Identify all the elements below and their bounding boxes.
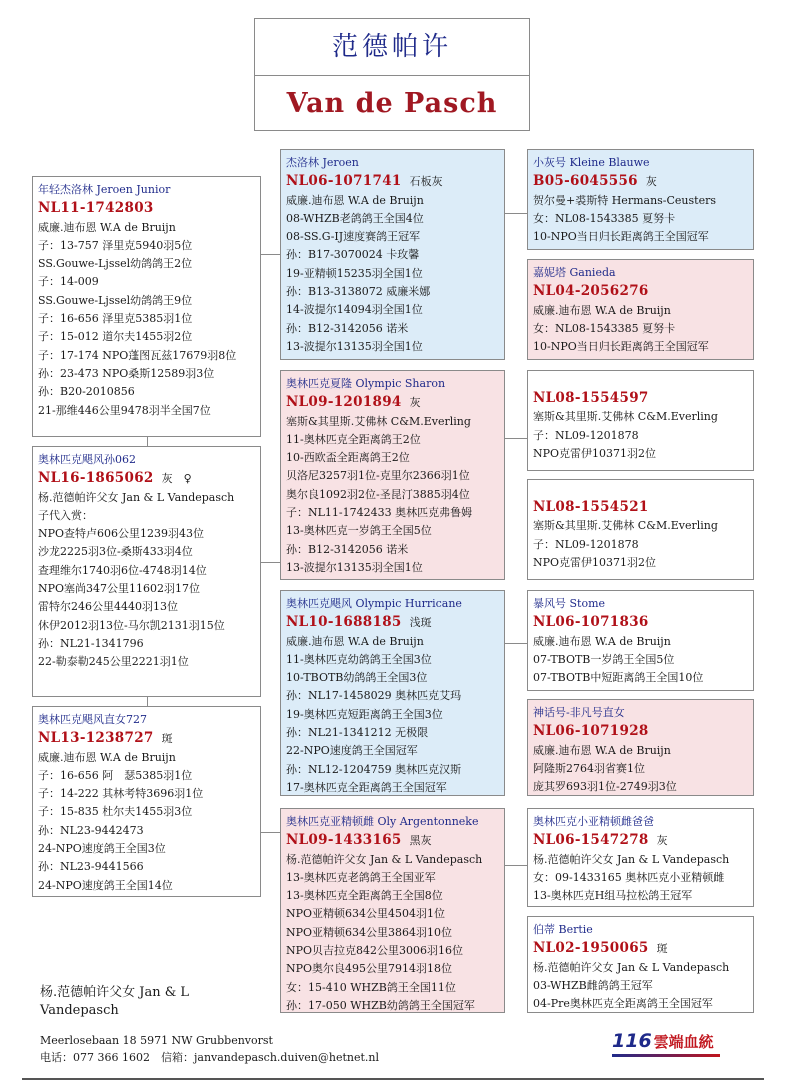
- pigeon-name: 小灰号 Kleine Blauwe: [533, 156, 650, 169]
- info-line: 10-NPO当日归长距离鸽王全国冠军: [533, 340, 709, 354]
- info-line: 孙：NL23-9442473: [38, 823, 144, 837]
- contact-block: [40, 1032, 379, 1066]
- connector-line: [260, 832, 280, 833]
- pigeon-name: 年轻杰洛林 Jeroen Junior: [38, 183, 171, 196]
- plumage-color: 浅斑: [409, 616, 432, 630]
- connector-line: [147, 437, 148, 446]
- ring-number: NL10-1688185: [286, 614, 402, 631]
- info-line: 子：16-656 泽里克5385羽1位: [38, 312, 193, 326]
- info-line: 孙：B20-2010856: [38, 385, 135, 399]
- info-line: 子：17-174 NPO蓬图瓦兹17679羽8位: [38, 348, 237, 362]
- phone-email: 电话：077 366 1602 信箱：janvandepasch.duiven@hetnet.nl: [40, 1051, 380, 1064]
- logo: [612, 1030, 714, 1054]
- pigeon-card-stome: [527, 590, 754, 691]
- plumage-color: 斑: [161, 732, 173, 746]
- plumage-color: 灰: [409, 396, 421, 410]
- info-line: 10-西欧盃全距离鸽王2位: [286, 451, 410, 465]
- info-line: 04-Pre奥林匹克全距离鸽王全国冠军: [533, 997, 713, 1011]
- info-line: 阿隆斯2764羽省赛1位: [533, 761, 645, 775]
- info-line: SS.Gouwe-Ljssel幼鸽鸽王2位: [38, 257, 193, 271]
- info-line: 子：NL09-1201878: [533, 428, 639, 442]
- pigeon-name: 神话号-非凡号直女: [533, 706, 625, 719]
- info-line: 孙：NL17-1458029 奥林匹克艾玛: [286, 689, 462, 703]
- connector-line: [260, 254, 280, 255]
- info-line: NPO查特卢606公里1239羽43位: [38, 527, 205, 541]
- info-line: 威廉.迪布恩 W.A de Bruijn: [38, 750, 176, 764]
- info-line: 22-勒泰勒245公里2221羽1位: [38, 655, 189, 669]
- ring-number: NL08-1554521: [533, 499, 649, 515]
- info-line: NPO亚精顿634公里3864羽10位: [286, 925, 453, 939]
- ring-number: NL13-1238727: [38, 730, 154, 747]
- info-line: 杨.范德帕许父女 Jan & L Vandepasch: [533, 960, 730, 974]
- info-line: 24-NPO速度鸽王全国14位: [38, 878, 173, 892]
- ring-number: B05-6045556: [533, 173, 638, 190]
- info-line: 子：16-656 阿 瑟5385羽1位: [38, 768, 193, 782]
- info-line: 威廉.迪布恩 W.A de Bruijn: [533, 634, 671, 648]
- info-line: 女：09-1433165 奥林匹克小亚精顿雌: [533, 870, 725, 884]
- pigeon-name: 伯蒂 Bertie: [533, 923, 593, 936]
- info-line: 女：NL08-1543385 夏努卡: [533, 321, 676, 335]
- info-line: 13-奥林匹克一岁鸽王全国5位: [286, 524, 432, 538]
- info-line: 塞斯&其里斯.艾佛林 C&M.Everling: [533, 519, 718, 533]
- pigeon-card-mate-062: [32, 446, 261, 697]
- info-line: SS.Gouwe-Ljssel幼鸽鸽王9位: [38, 293, 193, 307]
- info-line: 08-SS.G-IJ速度赛鸽王冠军: [286, 230, 421, 244]
- info-line: 杨.范德帕许父女 Jan & L Vandepasch: [533, 852, 730, 866]
- pigeon-card-mate-727: [32, 706, 261, 897]
- pigeon-name: 奥林匹克亚精顿雌 Oly Argentonneke: [286, 815, 479, 828]
- info-line: 子：13-757 泽里克5940羽5位: [38, 238, 193, 252]
- info-line: 13-波提尔13135羽全国1位: [286, 560, 423, 574]
- info-line: 08-WHZB老鸽鸽王全国4位: [286, 211, 424, 225]
- pigeon-card-dam-dam: [280, 808, 505, 1013]
- address: Meerlosebaan 18 5971 NW Grubbenvorst: [40, 1034, 273, 1047]
- plumage-color: 灰: [656, 834, 668, 848]
- info-line: 孙：B13-3138072 威廉米娜: [286, 285, 431, 299]
- info-line: 庞其罗693羽1位-2749羽3位: [533, 780, 677, 794]
- ring-number: NL06-1547278: [533, 832, 649, 849]
- info-line: 21-那维446公里9478羽半全国7位: [38, 403, 211, 417]
- bottom-rule: [22, 1078, 764, 1080]
- loft-name-chinese: 范德帕许: [255, 19, 529, 76]
- info-line: 贺尔曼+裘斯特 Hermans-Ceusters: [533, 193, 716, 207]
- info-line: 奥尔良1092羽2位-圣昆汀3885羽4位: [286, 487, 470, 501]
- info-line: 威廉.迪布恩 W.A de Bruijn: [286, 634, 424, 648]
- pigeon-card-myth-daughter: [527, 699, 754, 796]
- loft-name-english: Van de Pasch: [286, 88, 498, 119]
- info-line: 19-亚精顿15235羽全国1位: [286, 266, 423, 280]
- info-line: 子：15-835 杜尔夫1455羽3位: [38, 805, 193, 819]
- info-line: 孙：NL21-1341796: [38, 636, 144, 650]
- pigeon-card-sire-dam: [280, 370, 505, 580]
- info-line: 13-波提尔13135羽全国1位: [286, 339, 423, 353]
- info-line: 子：NL09-1201878: [533, 537, 639, 551]
- info-line: 杨.范德帕许父女 Jan & L Vandepasch: [286, 852, 483, 866]
- info-line: 22-NPO速度鸽王全国冠军: [286, 744, 418, 758]
- info-line: 贝洛尼3257羽1位-克里尔2366羽1位: [286, 469, 470, 483]
- pigeon-card-kleine-blauwe: [527, 149, 754, 250]
- info-line: NPO贝吉拉克842公里3006羽16位: [286, 944, 464, 958]
- info-line: 子：NL11-1742433 奥林匹克弗鲁姆: [286, 506, 473, 520]
- connector-line: [504, 213, 528, 214]
- info-line: 子：15-012 道尔夫1455羽2位: [38, 330, 193, 344]
- ring-number: NL06-1071741: [286, 173, 402, 190]
- owner-name: 杨.范德帕许父女 Jan & L Vandepasch: [40, 985, 190, 1018]
- info-line: NPO塞尚347公里11602羽17位: [38, 582, 201, 596]
- pigeon-name: 奥林匹克飓风 Olympic Hurricane: [286, 597, 462, 610]
- info-line: 03-WHZB雌鸽鸽王冠军: [533, 978, 653, 992]
- info-line: 休伊2012羽13位-马尔凯2131羽15位: [38, 618, 225, 632]
- info-line: 沙龙2225羽3位-桑斯433羽4位: [38, 545, 193, 559]
- info-line: 07-TBOTB一岁鸽王全国5位: [533, 652, 675, 666]
- connector-line: [260, 562, 280, 563]
- ring-number: NL04-2056276: [533, 283, 649, 300]
- info-line: 19-奥林匹克短距离鸽王全国3位: [286, 707, 443, 721]
- logo-text: 雲端血統: [653, 1033, 714, 1051]
- info-line: 女：NL08-1543385 夏努卡: [533, 211, 676, 225]
- ring-number: NL09-1433165: [286, 832, 402, 849]
- pigeon-name: 奥林匹克飓风直女727: [38, 713, 147, 726]
- connector-line: [504, 438, 528, 439]
- info-line: 孙：NL21-1341212 无极限: [286, 726, 429, 740]
- info-line: 11-奥林匹克幼鸽鸽王全国3位: [286, 652, 432, 666]
- plumage-color: 灰 ♀: [161, 472, 192, 486]
- info-line: 女：15-410 WHZB鸽王全国11位: [286, 980, 456, 994]
- info-line: 10-NPO当日归长距离鸽王全国冠军: [533, 230, 709, 244]
- pigeon-name: 奥林匹克飓风孙062: [38, 453, 136, 466]
- info-line: 07-TBOTB中短距离鸽王全国10位: [533, 671, 704, 685]
- pigeon-card-subject: [32, 176, 261, 437]
- ring-number: NL09-1201894: [286, 394, 402, 411]
- info-line: 10-TBOTB幼鸽鸽王全国3位: [286, 671, 428, 685]
- info-line: 威廉.迪布恩 W.A de Bruijn: [533, 743, 671, 757]
- info-line: 13-奥林匹克老鸽鸽王全国亚军: [286, 870, 436, 884]
- pigeon-card-nl08-1554521: [527, 479, 754, 580]
- pigeon-name: 奥林匹克夏隆 Olympic Sharon: [286, 377, 446, 390]
- info-line: 威廉.迪布恩 W.A de Bruijn: [533, 303, 671, 317]
- info-line: 13-奥林匹克全距离鸽王全国8位: [286, 889, 443, 903]
- info-line: 13-奥林匹克H组马拉松鸽王冠军: [533, 889, 693, 903]
- title-box: [254, 18, 530, 131]
- info-line: 塞斯&其里斯.艾佛林 C&M.Everling: [533, 410, 718, 424]
- info-line: NPO克雷伊10371羽2位: [533, 446, 657, 460]
- plumage-color: 石板灰: [409, 175, 443, 189]
- info-line: 24-NPO速度鸽王全国3位: [38, 842, 166, 856]
- ring-number: NL08-1554597: [533, 390, 649, 406]
- info-line: NPO亚精顿634公里4504羽1位: [286, 907, 446, 921]
- logo-underline: [612, 1054, 720, 1057]
- connector-line: [504, 865, 528, 866]
- ring-number: NL02-1950065: [533, 940, 649, 957]
- connector-line: [504, 643, 528, 644]
- plumage-color: 斑: [656, 942, 668, 956]
- pigeon-card-ganieda: [527, 259, 754, 360]
- info-line: 塞斯&其里斯.艾佛林 C&M.Everling: [286, 414, 471, 428]
- info-line: 杨.范德帕许父女 Jan & L Vandepasch: [38, 490, 235, 504]
- pigeon-card-dam-sire: [280, 590, 505, 796]
- info-line: 孙：B17-3070024 卡玫馨: [286, 248, 420, 262]
- info-line: 14-波提尔14094羽全国1位: [286, 303, 423, 317]
- pigeon-card-bertie: [527, 916, 754, 1013]
- info-line: 孙：B12-3142056 诺米: [286, 321, 409, 335]
- plumage-color: 黑灰: [409, 834, 432, 848]
- info-line: 孙：23-473 NPO桑斯12589羽3位: [38, 366, 215, 380]
- info-line: 子代入赏：: [38, 508, 93, 522]
- info-line: 孙：NL12-1204759 奥林匹克汉斯: [286, 762, 462, 776]
- info-line: 子：14-009: [38, 275, 99, 289]
- ring-number: NL06-1071928: [533, 723, 649, 740]
- info-line: 雷特尔246公里4440羽13位: [38, 600, 178, 614]
- pigeon-name: 奥林匹克小亚精顿雌爸爸: [533, 815, 654, 828]
- info-line: 11-奥林匹克全距离鸽王2位: [286, 432, 421, 446]
- info-line: 孙：NL23-9441566: [38, 860, 144, 874]
- pigeon-name: 暴风号 Stome: [533, 597, 606, 610]
- plumage-color: 灰: [645, 175, 657, 189]
- info-line: NPO克雷伊10371羽2位: [533, 555, 657, 569]
- info-line: 孙：17-050 WHZB幼鸽鸽王全国冠军: [286, 998, 475, 1012]
- ring-number: NL16-1865062: [38, 470, 154, 487]
- pigeon-name: 嘉妮塔 Ganieda: [533, 266, 616, 279]
- info-line: 17-奥林匹克全距离鸽王全国冠军: [286, 780, 447, 794]
- pigeon-card-sire: [280, 149, 505, 360]
- info-line: NPO奥尔良495公里7914羽18位: [286, 962, 453, 976]
- pigeon-name: 杰洛林 Jeroen: [286, 156, 359, 169]
- ring-number: NL11-1742803: [38, 200, 154, 217]
- info-line: 查理维尔1740羽6位-4748羽14位: [38, 563, 207, 577]
- ring-number: NL06-1071836: [533, 614, 649, 631]
- pigeon-card-argentonneke-father: [527, 808, 754, 907]
- info-line: 子：14-222 其林考特3696羽1位: [38, 787, 204, 801]
- connector-line: [147, 697, 148, 706]
- pigeon-card-nl08-1554597: [527, 370, 754, 471]
- logo-number: 116: [612, 1030, 652, 1052]
- info-line: 孙：B12-3142056 诺米: [286, 542, 409, 556]
- info-line: 威廉.迪布恩 W.A de Bruijn: [38, 220, 176, 234]
- info-line: 威廉.迪布恩 W.A de Bruijn: [286, 193, 424, 207]
